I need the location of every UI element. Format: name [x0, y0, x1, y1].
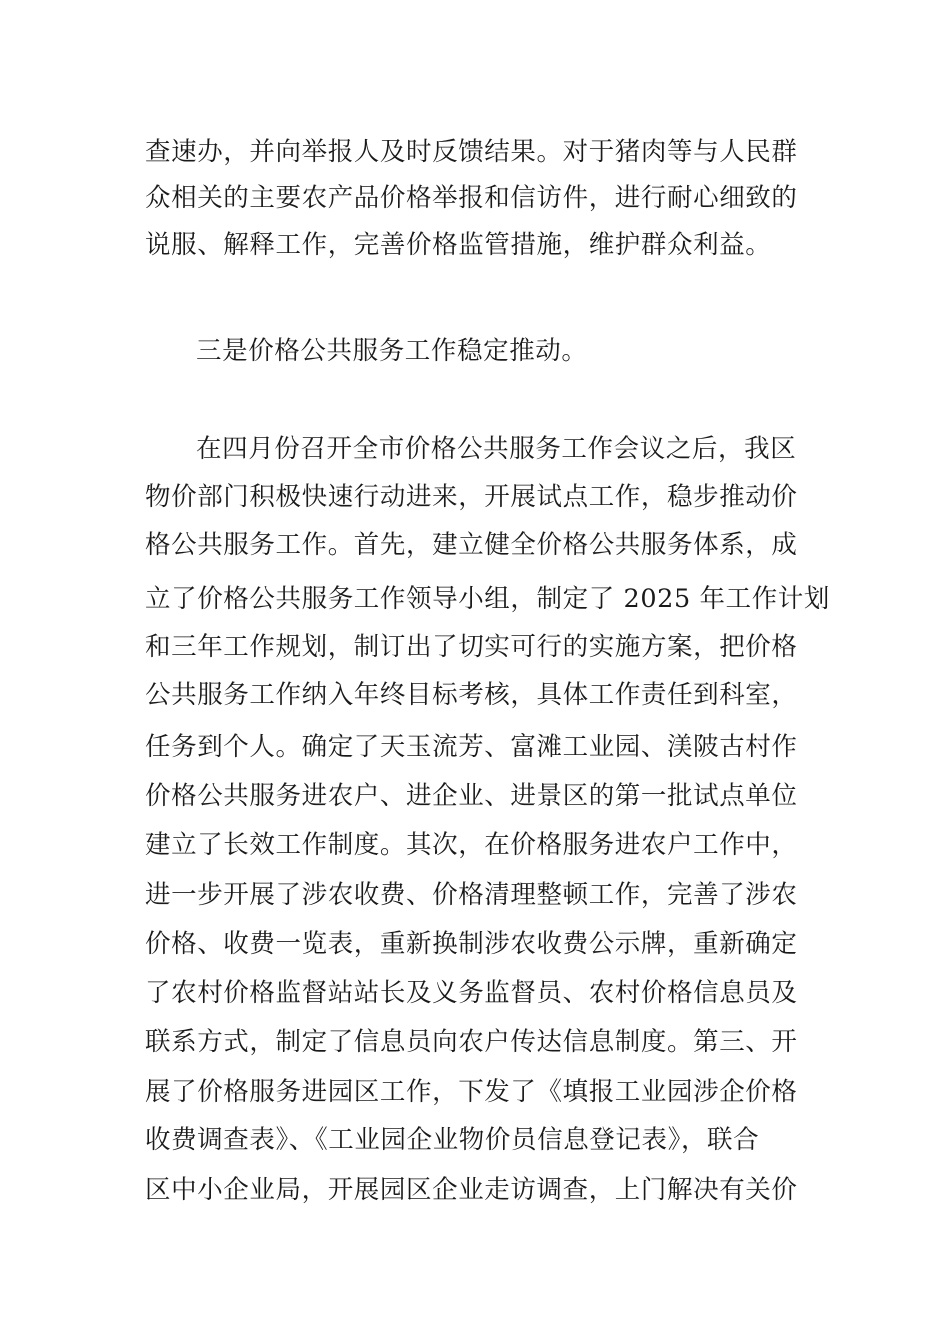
section-heading: 三是价格公共服务工作稳定推动。: [196, 336, 588, 366]
text-line: 立了价格公共服务工作领导小组，制定了 2025 年工作计划: [145, 584, 831, 614]
text-line: 区中小企业局，开展园区企业走访调查，上门解决有关价: [145, 1175, 798, 1205]
text-line: 收费调查表》、《工业园企业物价员信息登记表》，联合: [145, 1125, 760, 1155]
text-line: 公共服务工作纳入年终目标考核，具体工作责任到科室，: [145, 680, 798, 710]
text-line: 众相关的主要农产品价格举报和信访件，进行耐心细致的: [145, 183, 798, 213]
text-line: 在四月份召开全市价格公共服务工作会议之后，我区: [196, 434, 797, 464]
text-line: 物价部门积极快速行动进来，开展试点工作，稳步推动价: [145, 482, 798, 512]
text-line: 价格公共服务进农户、进企业、进景区的第一批试点单位: [145, 781, 798, 811]
text-line: 进一步开展了涉农收费、价格清理整顿工作，完善了涉农: [145, 880, 798, 910]
text-line: 格公共服务工作。首先，建立健全价格公共服务体系，成: [145, 530, 798, 560]
text-line: 任务到个人。确定了天玉流芳、富滩工业园、渼陂古村作: [145, 732, 798, 762]
text-line: 了农村价格监督站站长及义务监督员、农村价格信息员及: [145, 978, 798, 1008]
text-line: 联系方式，制定了信息员向农户传达信息制度。第三、开: [145, 1027, 798, 1057]
text-line: 查速办，并向举报人及时反馈结果。对于猪肉等与人民群: [145, 137, 798, 167]
text-line: 和三年工作规划，制订出了切实可行的实施方案，把价格: [145, 632, 798, 662]
text-line: 说服、解释工作，完善价格监管措施，维护群众利益。: [145, 230, 772, 260]
text-line: 展了价格服务进园区工作，下发了《填报工业园涉企价格: [145, 1077, 798, 1107]
text-line: 价格、收费一览表，重新换制涉农收费公示牌，重新确定: [145, 929, 798, 959]
text-line: 建立了长效工作制度。其次，在价格服务进农户工作中，: [145, 830, 798, 860]
